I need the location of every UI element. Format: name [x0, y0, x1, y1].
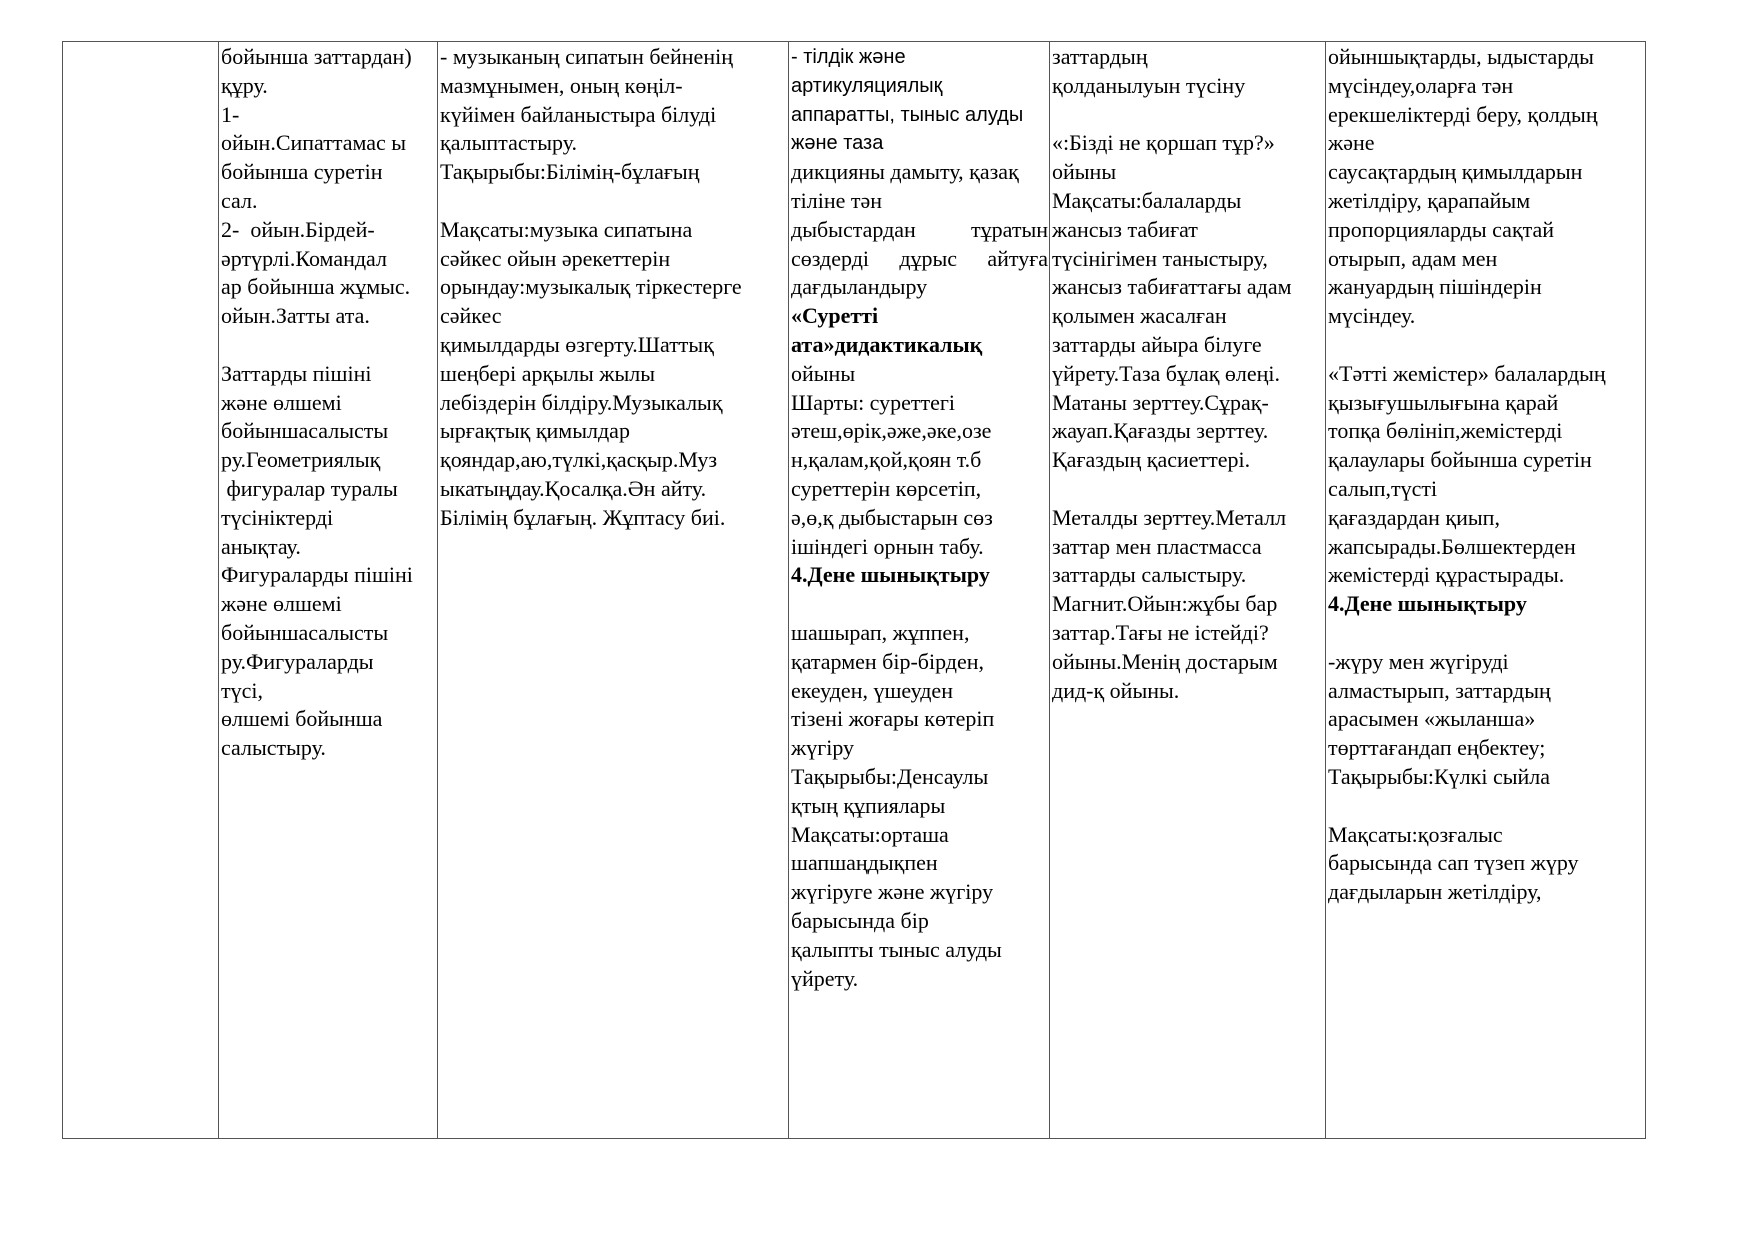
- text-line: ру.Фигураларды: [221, 648, 374, 674]
- text-line: құру.: [221, 72, 268, 98]
- text-line: ойыны: [1052, 159, 1117, 185]
- text-line: Матаны зерттеу.Сұрақ-: [1052, 389, 1269, 415]
- text-line: 1-: [221, 101, 240, 127]
- text-line: сәйкес ойын әрекеттерін: [440, 245, 671, 271]
- text-line: жетілдіру, қарапайым: [1328, 187, 1531, 213]
- text-line: шашырап, жұппен,: [791, 619, 970, 645]
- text-line: қтың құпиялары: [791, 792, 946, 818]
- text-line: ішіндегі орнын табу.: [791, 533, 984, 559]
- text-line: ойыны.Менің достарым: [1052, 648, 1278, 674]
- blank-line: [791, 590, 1048, 619]
- text-line: ойыны: [791, 360, 856, 386]
- text-line: орындау:музыкалық тіркестерге: [440, 274, 742, 300]
- text-line: барысында сап түзеп жүру: [1328, 850, 1579, 876]
- blank-line: [1052, 475, 1324, 504]
- text-line: арасымен «жыланша»: [1328, 706, 1536, 732]
- text-line: ойын.Сипаттамас ы: [221, 130, 407, 156]
- text-line: салыстыру.: [221, 735, 326, 761]
- text-line: төрттағандап еңбектеу;: [1328, 735, 1546, 761]
- text-line: түсі,: [221, 677, 263, 703]
- text-line: дид-қ ойыны.: [1052, 677, 1180, 703]
- text-line: күйімен байланыстыра білуді: [440, 101, 717, 127]
- text-line: жауап.Қағазды зерттеу.: [1052, 418, 1269, 444]
- table-cell-modelling-physical: [1326, 42, 1646, 1139]
- blank-line: [1328, 792, 1644, 821]
- blank-line: [221, 331, 436, 360]
- text-line: Мақсаты:музыка сипатына: [440, 216, 693, 242]
- text-line: заттарды айыра білуге: [1052, 331, 1262, 357]
- text-line: 2- ойын.Бірдей-: [221, 216, 375, 242]
- text-line: фигуралар туралы: [221, 475, 398, 501]
- text-line: жапсырады.Бөлшектерден: [1328, 533, 1576, 559]
- text-line: дыбыстардан тұратын: [791, 216, 1048, 242]
- text-line: әртүрлі.Командал: [221, 245, 387, 271]
- text-line: Металды зерттеу.Металл: [1052, 504, 1287, 530]
- text-line: «Тәтті жемістер» балалардың: [1328, 360, 1606, 386]
- lesson-plan-table: [62, 41, 1646, 1139]
- text-line: ырғақтық қимылдар: [440, 418, 630, 444]
- text-line: саусақтардың қимылдарын: [1328, 159, 1583, 185]
- text-line: бойыншасалысты: [221, 418, 389, 444]
- text-line: суреттерін көрсетіп,: [791, 475, 982, 501]
- text-line: артикуляциялық: [791, 74, 943, 97]
- table-cell-empty: [63, 42, 219, 1139]
- text-line: Білімің бұлағың. Жұптасу биі.: [440, 504, 726, 530]
- text-line: мазмұнымен, оның көңіл-: [440, 72, 683, 98]
- text-line: Қағаздың қасиеттері.: [1052, 447, 1251, 473]
- text-line: ойын.Затты ата.: [221, 303, 370, 329]
- text-line: «:Бізді не қоршап тұр?»: [1052, 130, 1275, 156]
- text-line: заттар.Тағы не істейді?: [1052, 619, 1269, 645]
- text-line: өлшемі бойынша: [221, 706, 383, 732]
- text-line: сәйкес: [440, 303, 502, 329]
- table-cell-speech-physical: [789, 42, 1050, 1139]
- text-line: ә,ө,қ дыбыстарын сөз: [791, 504, 993, 530]
- text-line: қағаздардан қиып,: [1328, 504, 1500, 530]
- text-line: 4.Дене шынықтыру: [791, 562, 990, 588]
- text-line: отырып, адам мен: [1328, 245, 1498, 271]
- text-line: «Суретті: [791, 303, 879, 329]
- text-line: қалаулары бойынша суретін: [1328, 447, 1592, 473]
- text-line: қалыпты тыныс алуды: [791, 936, 1002, 962]
- text-line: ыкатыңдау.Қосалқа.Ән айту.: [440, 475, 707, 501]
- text-line: екеуден, үшеуден: [791, 677, 953, 703]
- table-row: [63, 42, 1646, 1139]
- text-line: заттар мен пластмасса: [1052, 533, 1262, 559]
- text-line: ерекшеліктерді беру, қолдың: [1328, 101, 1598, 127]
- text-line: үйрету.Таза бұлақ өлеңі.: [1052, 360, 1281, 386]
- text-line: Мақсаты:балаларды: [1052, 187, 1242, 213]
- table-cell-math-games: [219, 42, 438, 1139]
- text-line: ойыншықтарды, ыдыстарды: [1328, 44, 1594, 69]
- text-line: шеңбері арқылы жылы: [440, 360, 655, 386]
- blank-line: [1052, 101, 1324, 130]
- text-line: және өлшемі: [221, 591, 342, 617]
- text-line: үйрету.: [791, 965, 859, 991]
- text-line: анықтау.: [221, 533, 301, 559]
- text-line: жануардың пішіндерін: [1328, 274, 1542, 300]
- text-line: тіліне тән: [791, 187, 883, 213]
- text-line: Фигураларды пішіні: [221, 562, 413, 588]
- text-line: барысында бір: [791, 907, 929, 933]
- text-line: және: [1328, 130, 1375, 156]
- text-line: ар бойынша жұмыс.: [221, 274, 411, 300]
- text-line: қолымен жасалған: [1052, 303, 1227, 329]
- text-line: мүсіндеу.: [1328, 303, 1416, 329]
- text-line: алмастырып, заттардың: [1328, 677, 1551, 703]
- text-line: топқа бөлініп,жемістерді: [1328, 418, 1563, 444]
- text-line: дағдыларын жетілдіру,: [1328, 879, 1542, 905]
- text-line: қызығушылығына қарай: [1328, 389, 1559, 415]
- text-line: сөздерді дұрыс айтуға: [791, 245, 1048, 271]
- text-line: Магнит.Ойын:жұбы бар: [1052, 591, 1278, 617]
- table-cell-music: [438, 42, 789, 1139]
- text-line: және өлшемі: [221, 389, 342, 415]
- text-line: және таза: [791, 132, 884, 155]
- text-line: мүсіндеу,оларға тән: [1328, 72, 1514, 98]
- text-line: жүгіруге және жүгіру: [791, 879, 994, 905]
- text-line: Тақырыбы:Денсаулы: [791, 763, 989, 789]
- text-line: н,қалам,қой,қоян т.б: [791, 447, 982, 473]
- text-line: қимылдарды өзгерту.Шаттық: [440, 331, 714, 357]
- text-line: қалыптастыру.: [440, 130, 577, 156]
- text-line: Тақырыбы:Күлкі сыйла: [1328, 763, 1551, 789]
- text-line: жансыз табиғат: [1052, 216, 1198, 242]
- text-line: түсінігімен таныстыру,: [1052, 245, 1268, 271]
- text-line: бойынша суретін: [221, 159, 383, 185]
- text-line: Заттарды пішіні: [221, 360, 372, 386]
- text-line: ру.Геометриялық: [221, 447, 381, 473]
- text-line: Мақсаты:орташа: [791, 821, 949, 847]
- table-cell-nature: [1050, 42, 1326, 1139]
- text-line: Шарты: суреттегі: [791, 389, 956, 415]
- blank-line: [1328, 619, 1644, 648]
- text-line: Тақырыбы:Білімің-бұлағың: [440, 159, 700, 185]
- text-line: бойыншасалысты: [221, 619, 389, 645]
- text-line: 4.Дене шынықтыру: [1328, 591, 1527, 617]
- text-line: пропорцияларды сақтай: [1328, 216, 1555, 242]
- text-line: Мақсаты:қозғалыс: [1328, 821, 1503, 847]
- text-line: дағдыландыру: [791, 274, 928, 300]
- text-line: әтеш,өрік,әже,әке,озе: [791, 418, 992, 444]
- text-line: - тілдік және: [791, 46, 906, 68]
- text-line: жансыз табиғаттағы адам: [1052, 274, 1292, 300]
- blank-line: [1328, 331, 1644, 360]
- text-line: дикцияны дамыту, қазақ: [791, 159, 1019, 185]
- text-line: -жүру мен жүгіруді: [1328, 648, 1509, 674]
- text-line: жемістерді құрастырады.: [1328, 562, 1565, 588]
- text-line: аппаратты, тыныс алуды: [791, 103, 1024, 126]
- text-line: бойынша заттардан): [221, 44, 412, 69]
- text-line: түсініктерді: [221, 504, 334, 530]
- text-line: ата»дидактикалық: [791, 331, 983, 357]
- text-line: сал.: [221, 187, 258, 213]
- blank-line: [440, 187, 787, 216]
- text-line: заттардың: [1052, 44, 1148, 69]
- text-line: тізені жоғары көтеріп: [791, 706, 995, 732]
- text-line: заттарды салыстыру.: [1052, 562, 1247, 588]
- text-line: - музыканың сипатын бейненің: [440, 44, 733, 69]
- text-line: қатармен бір-бірден,: [791, 648, 985, 674]
- text-line: жүгіру: [791, 735, 855, 761]
- text-line: қояндар,аю,түлкі,қасқыр.Муз: [440, 447, 718, 473]
- text-line: салып,түсті: [1328, 475, 1438, 501]
- text-line: шапшаңдықпен: [791, 850, 938, 876]
- text-line: лебіздерін білдіру.Музыкалық: [440, 389, 723, 415]
- text-line: қолданылуын түсіну: [1052, 72, 1246, 98]
